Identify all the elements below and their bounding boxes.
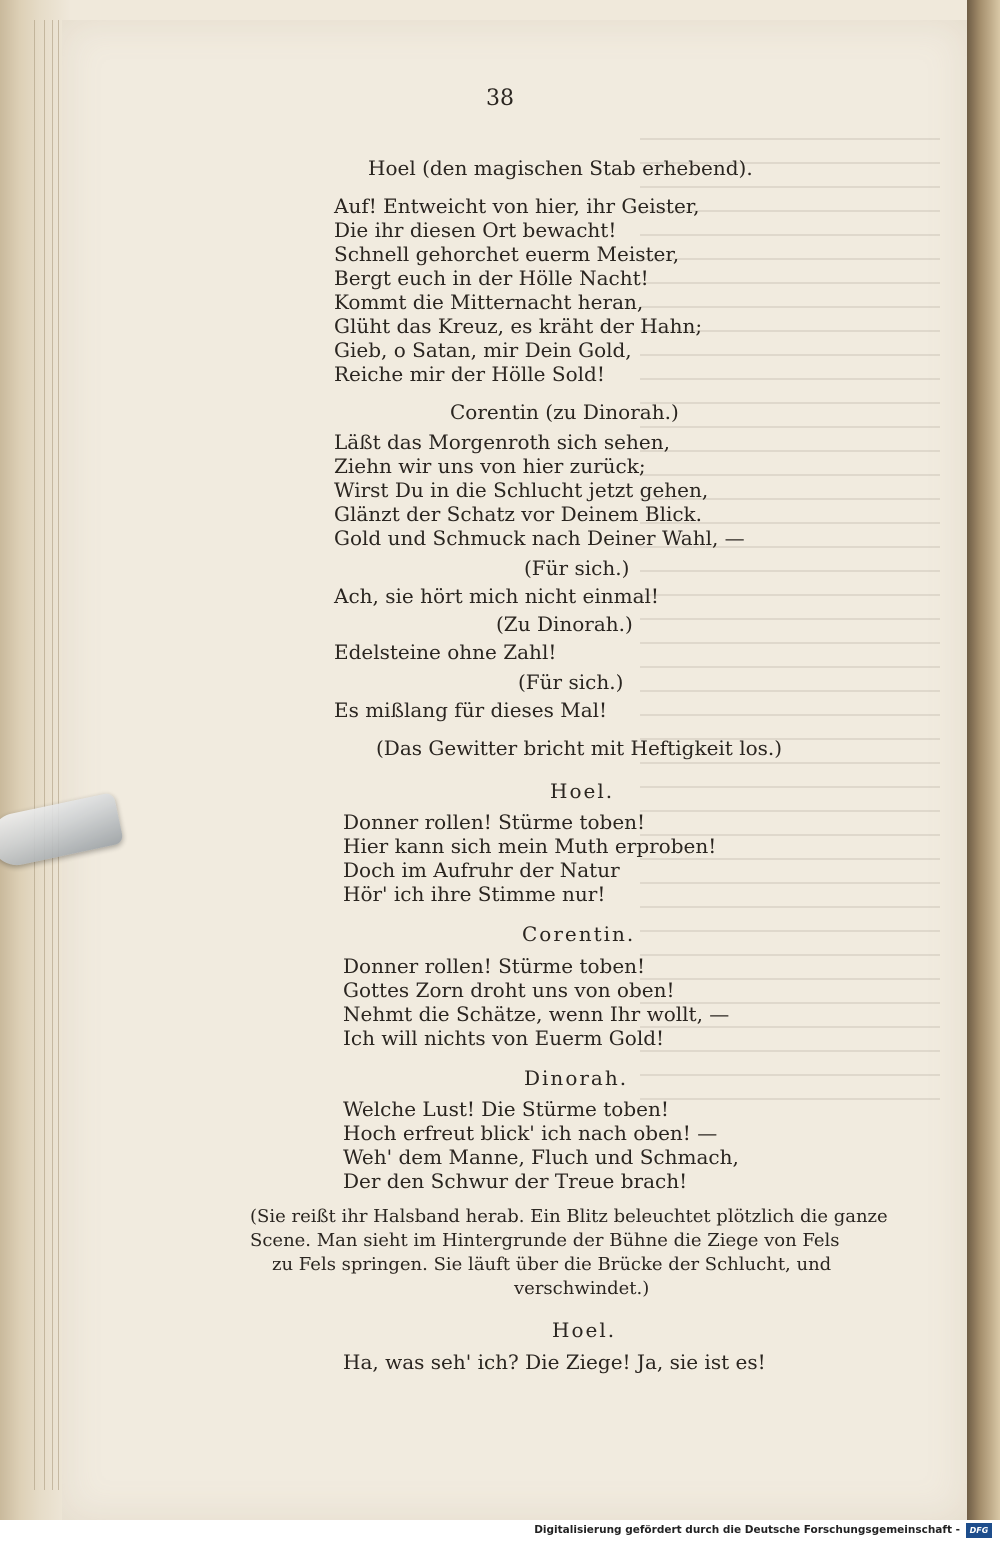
page-gutter (967, 0, 1000, 1520)
verse-line: Nehmt die Schätze, wenn Ihr wollt, — (343, 1002, 730, 1026)
verse-line: Es mißlang für dieses Mal! (334, 698, 608, 722)
verse-line: Weh' dem Manne, Fluch und Schmach, (343, 1145, 739, 1169)
verse-line: Glänzt der Schatz vor Deinem Blick. (334, 502, 703, 526)
verse-line: Gieb, o Satan, mir Dein Gold, (334, 338, 632, 362)
verse-line: Reiche mir der Hölle Sold! (334, 362, 605, 386)
stage-direction: (Für sich.) (518, 670, 624, 694)
verse-line: Donner rollen! Stürme toben! (343, 810, 646, 834)
speaker-heading-dinorah: Dinorah. (524, 1066, 629, 1090)
verse-line: Kommt die Mitternacht heran, (334, 290, 644, 314)
funding-notice: Digitalisierung gefördert durch die Deutsche Forschungsgemeinschaft - (534, 1524, 960, 1536)
verse-line: Hier kann sich mein Muth erproben! (343, 834, 717, 858)
verse-line: Glüht das Kreuz, es kräht der Hahn; (334, 314, 703, 338)
verse-line: Edelsteine ohne Zahl! (334, 640, 557, 664)
page-number: 38 (486, 86, 514, 111)
stage-direction: zu Fels springen. Sie läuft über die Brücke der Schlucht, und (272, 1254, 832, 1275)
verse-line: Ach, sie hört mich nicht einmal! (334, 584, 659, 608)
speaker-heading-corentin: Corentin. (522, 922, 636, 946)
stage-direction: (Zu Dinorah.) (496, 612, 633, 636)
dfg-logo: DFG (966, 1523, 992, 1538)
verse-line: Donner rollen! Stürme toben! (343, 954, 646, 978)
verse-line: Auf! Entweicht von hier, ihr Geister, (334, 194, 700, 218)
verse-line: Gold und Schmuck nach Deiner Wahl, — (334, 526, 745, 550)
speaker-heading-hoel: Hoel. (552, 1318, 617, 1342)
verse-line: Wirst Du in die Schlucht jetzt gehen, (334, 478, 709, 502)
verse-line: Ha, was seh' ich? Die Ziege! Ja, sie ist es! (343, 1350, 766, 1374)
verse-line: Hoch erfreut blick' ich nach oben! — (343, 1121, 718, 1145)
verse-line: Doch im Aufruhr der Natur (343, 858, 620, 882)
stage-direction: Scene. Man sieht im Hintergrunde der Bühne die Ziege von Fels (250, 1230, 840, 1251)
verse-line: Gottes Zorn droht uns von oben! (343, 978, 675, 1002)
stage-direction: (Das Gewitter bricht mit Heftigkeit los.) (376, 736, 783, 760)
stage-direction: (Sie reißt ihr Halsband herab. Ein Blitz beleuchtet plötzlich die ganze (250, 1206, 888, 1227)
verse-line: Welche Lust! Die Stürme toben! (343, 1097, 669, 1121)
footer-bar (0, 1520, 1000, 1543)
verse-line: Läßt das Morgenroth sich sehen, (334, 430, 670, 454)
verse-line: Schnell gehorchet euerm Meister, (334, 242, 680, 266)
verse-line: Hör' ich ihre Stimme nur! (343, 882, 606, 906)
speaker-heading-hoel: Hoel (den magischen Stab erhebend). (368, 156, 753, 180)
speaker-heading-hoel: Hoel. (550, 779, 615, 803)
book-edge (0, 0, 70, 1520)
verse-line: Ziehn wir uns von hier zurück; (334, 454, 646, 478)
stage-direction: verschwindet.) (514, 1278, 650, 1299)
speaker-heading-corentin: Corentin (zu Dinorah.) (450, 400, 679, 424)
verse-line: Ich will nichts von Euerm Gold! (343, 1026, 665, 1050)
verse-line: Der den Schwur der Treue brach! (343, 1169, 688, 1193)
verse-line: Bergt euch in der Hölle Nacht! (334, 266, 649, 290)
verse-line: Die ihr diesen Ort bewacht! (334, 218, 617, 242)
stage-direction: (Für sich.) (524, 556, 630, 580)
